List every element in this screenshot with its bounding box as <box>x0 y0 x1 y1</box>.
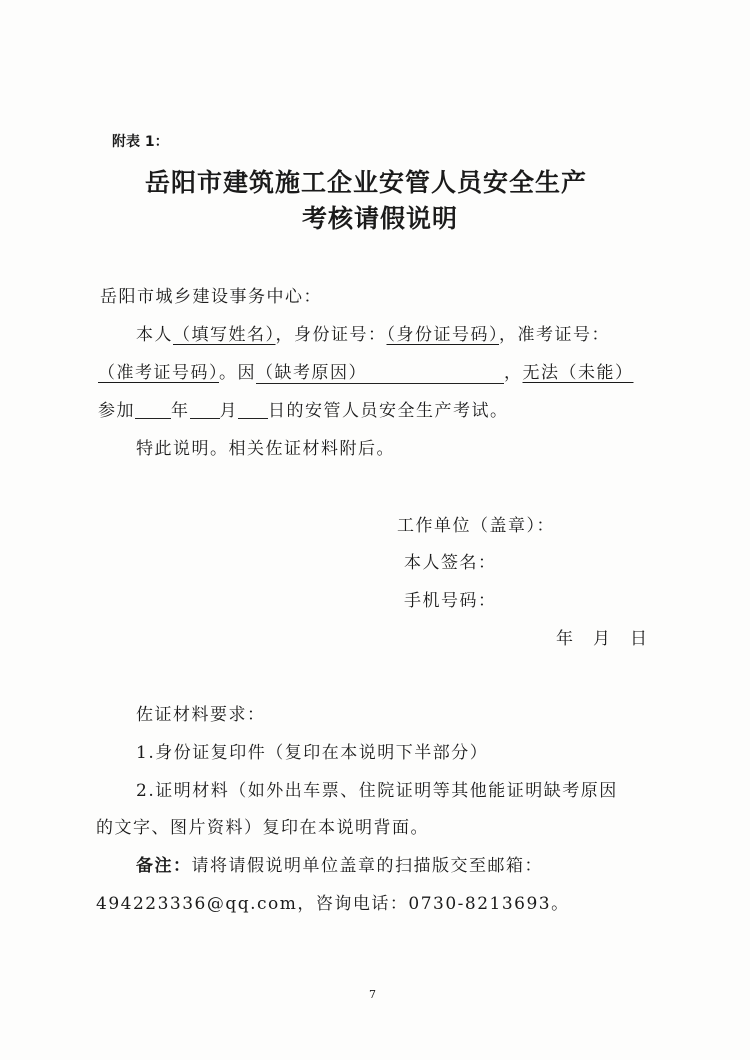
attend-text: 参加 <box>98 401 135 421</box>
month-blank[interactable] <box>190 400 220 419</box>
phone-label: 手机号码： <box>404 591 497 611</box>
because-text: 。因 <box>219 363 256 383</box>
note-line2: 494223336@qq.com，咨询电话：0730-8213693。 <box>96 894 570 914</box>
page-number: 7 <box>369 988 376 1001</box>
para1-line3 <box>98 396 509 421</box>
comma-text: ， <box>504 363 523 383</box>
name-field[interactable]: （填写姓名） <box>173 325 276 345</box>
evidence-item-1: 1.身份证复印件（复印在本说明下半部分） <box>136 743 489 763</box>
year-blank[interactable] <box>135 400 171 419</box>
year-text: 年 <box>171 401 190 421</box>
note-text-1: 请将请假说明单位盖章的扫描版交至邮箱： <box>191 856 543 876</box>
addressee: 岳阳市城乡建设事务中心： <box>100 287 322 307</box>
para1-line2 <box>98 358 634 384</box>
exam-number-field[interactable]: （准考证号码） <box>98 363 219 383</box>
note-label: 备注： <box>136 856 192 876</box>
para2: 特此说明。相关佐证材料附后。 <box>136 439 395 459</box>
para1-prefix: 本人 <box>136 325 173 345</box>
attachment-label: 附表 1： <box>112 134 169 150</box>
id-label: ，身份证号： <box>275 325 387 345</box>
title-line-2: 考核请假说明 <box>302 204 459 233</box>
para1-line1 <box>136 320 610 345</box>
unable-field[interactable]: 无法（未能） <box>522 363 634 383</box>
evidence-item-2-line1: 2.证明材料（如外出车票、住院证明等其他能证明缺考原因 <box>136 781 618 801</box>
day-text: 日的安管人员安全生产考试。 <box>268 401 509 421</box>
work-unit-label: 工作单位（盖章）： <box>397 516 555 536</box>
sign-name-label: 本人签名： <box>404 553 497 573</box>
day-blank[interactable] <box>238 400 268 419</box>
note-line1 <box>136 851 543 876</box>
evidence-heading: 佐证材料要求： <box>136 705 266 725</box>
reason-field[interactable]: （缺考原因） <box>256 358 504 384</box>
exam-label: ，准考证号： <box>499 325 610 345</box>
id-number-field[interactable]: （身份证号码） <box>386 325 499 345</box>
evidence-item-2-line2: 的文字、图片资料）复印在本说明背面。 <box>96 818 429 838</box>
date-label: 年 月 日 <box>556 629 649 649</box>
title-line-1: 岳阳市建筑施工企业安管人员安全生产 <box>145 168 588 197</box>
month-text: 月 <box>219 401 238 421</box>
